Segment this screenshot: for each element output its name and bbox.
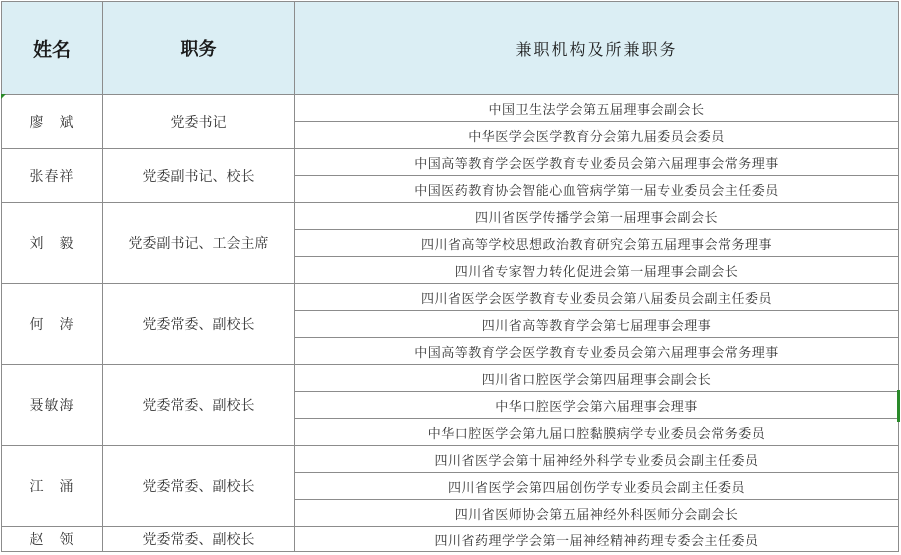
person-name: 刘 毅 [2,203,103,284]
role-cell: 中华口腔医学会第九届口腔黏膜病学专业委员会常务委员 [295,419,899,446]
person-name: 聂敏海 [2,365,103,446]
role-cell: 中国卫生法学会第五届理事会副会长 [295,95,899,122]
selection-edge-marker [897,390,900,422]
table-row [2,527,899,552]
table-row [2,446,899,473]
role-cell: 四川省医学传播学会第一届理事会副会长 [295,203,899,230]
role-cell: 中国高等教育学会医学教育专业委员会第六届理事会常务理事 [295,149,899,176]
positions-table [1,1,899,552]
role-cell: 中国医药教育协会智能心血管病学第一届专业委员会主任委员 [295,176,899,203]
role-cell: 四川省医学会第十届神经外科学专业委员会副主任委员 [295,446,899,473]
table-row [2,203,899,230]
role-cell: 中国高等教育学会医学教育专业委员会第六届理事会常务理事 [295,338,899,365]
person-post: 党委副书记、工会主席 [103,203,295,284]
role-cell: 中华口腔医学会第六届理事会理事 [295,392,899,419]
header-org: 兼职机构及所兼职务 [295,2,899,95]
person-name: 张春祥 [2,149,103,203]
table-row [2,95,899,122]
role-cell: 四川省药理学学会第一届神经精神药理专委会主任委员 [295,527,899,552]
person-name: 何 涛 [2,284,103,365]
table-row [2,149,899,176]
table-row [2,284,899,311]
person-name: 江 涌 [2,446,103,527]
role-cell: 四川省高等教育学会第七届理事会理事 [295,311,899,338]
person-name: 赵 领 [2,527,103,552]
role-cell: 中华医学会医学教育分会第九届委员会委员 [295,122,899,149]
role-cell: 四川省医师协会第五届神经外科医师分会副会长 [295,500,899,527]
table-row [2,365,899,392]
cell-corner-marker [1,94,6,99]
person-post: 党委书记 [103,95,295,149]
header-row [2,2,899,95]
person-post: 党委常委、副校长 [103,446,295,527]
role-cell: 四川省专家智力转化促进会第一届理事会副会长 [295,257,899,284]
person-post: 党委常委、副校长 [103,527,295,552]
header-name: 姓名 [2,2,103,95]
role-cell: 四川省口腔医学会第四届理事会副会长 [295,365,899,392]
header-post: 职务 [103,2,295,95]
role-cell: 四川省高等学校思想政治教育研究会第五届理事会常务理事 [295,230,899,257]
person-post: 党委常委、副校长 [103,365,295,446]
role-cell: 四川省医学会医学教育专业委员会第八届委员会副主任委员 [295,284,899,311]
person-name: 廖 斌 [2,95,103,149]
person-post: 党委常委、副校长 [103,284,295,365]
person-post: 党委副书记、校长 [103,149,295,203]
role-cell: 四川省医学会第四届创伤学专业委员会副主任委员 [295,473,899,500]
